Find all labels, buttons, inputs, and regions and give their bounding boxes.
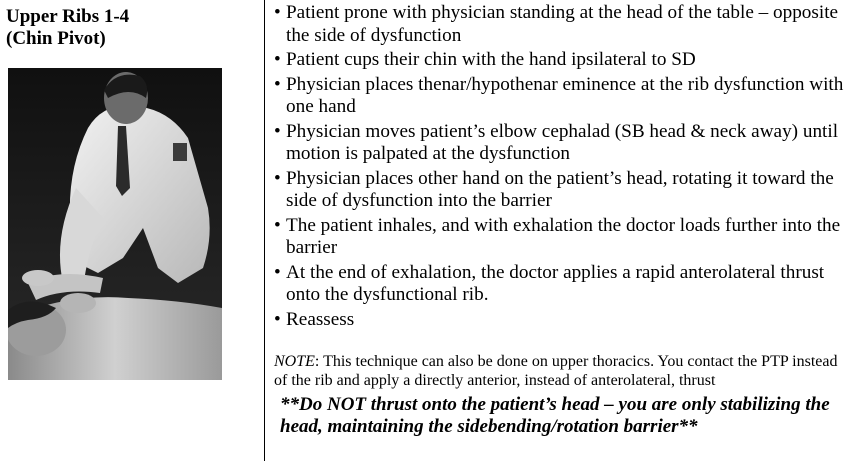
- bullet: •: [274, 167, 281, 189]
- bullet: •: [274, 120, 281, 142]
- bullet: •: [274, 214, 281, 236]
- list-item: [274, 309, 846, 332]
- list-item: [274, 215, 846, 260]
- right-column: [274, 2, 846, 438]
- list-item: [274, 121, 846, 166]
- step-text: At the end of exhalation, the doctor applies a rapid anterolateral thrust onto the dysfunctional rib.: [286, 261, 825, 305]
- column-divider: [264, 0, 265, 461]
- note-label: NOTE: [274, 353, 315, 370]
- list-item: [274, 74, 846, 119]
- technique-title: [6, 6, 129, 50]
- bullet: •: [274, 2, 281, 23]
- list-item: [274, 262, 846, 307]
- title-line-1: Upper Ribs 1-4: [6, 6, 130, 27]
- bullet: •: [274, 308, 281, 330]
- note-text: : This technique can also be done on upper thoracics. You contact the PTP instead of the rib and apply a directly anterior, instead of anterolateral, thrust: [274, 353, 838, 389]
- step-text: Physician places other hand on the patient’s head, rotating it toward the side of dysfunction into the barrier: [286, 167, 834, 211]
- warning-text: **Do NOT thrust onto the patient’s head – you are only stabilizing the head, maintaining the sidebending/rotation barrier**: [280, 394, 830, 437]
- step-text: The patient inhales, and with exhalation the doctor loads further into the barrier: [286, 214, 841, 258]
- step-text: Patient prone with physician standing at the head of the table – opposite the side of dysfunction: [286, 2, 839, 46]
- left-column: [0, 0, 262, 461]
- step-text: Physician moves patient’s elbow cephalad (SB head & neck away) until motion is palpated at the dysfunction: [286, 120, 839, 164]
- bullet: •: [274, 73, 281, 95]
- bullet: •: [274, 49, 281, 70]
- list-item: [274, 168, 846, 213]
- step-text: Reassess: [286, 308, 355, 330]
- step-text: Patient cups their chin with the hand ipsilateral to SD: [286, 49, 696, 70]
- bullet: •: [274, 261, 281, 283]
- list-item: [274, 49, 846, 72]
- technique-steps: [274, 2, 846, 331]
- list-item: [274, 2, 846, 47]
- step-text: Physician places thenar/hypothenar eminence at the rib dysfunction with one hand: [286, 73, 844, 117]
- technique-note: [274, 352, 846, 390]
- title-line-2: (Chin Pivot): [6, 28, 106, 49]
- technique-photo: [8, 68, 222, 380]
